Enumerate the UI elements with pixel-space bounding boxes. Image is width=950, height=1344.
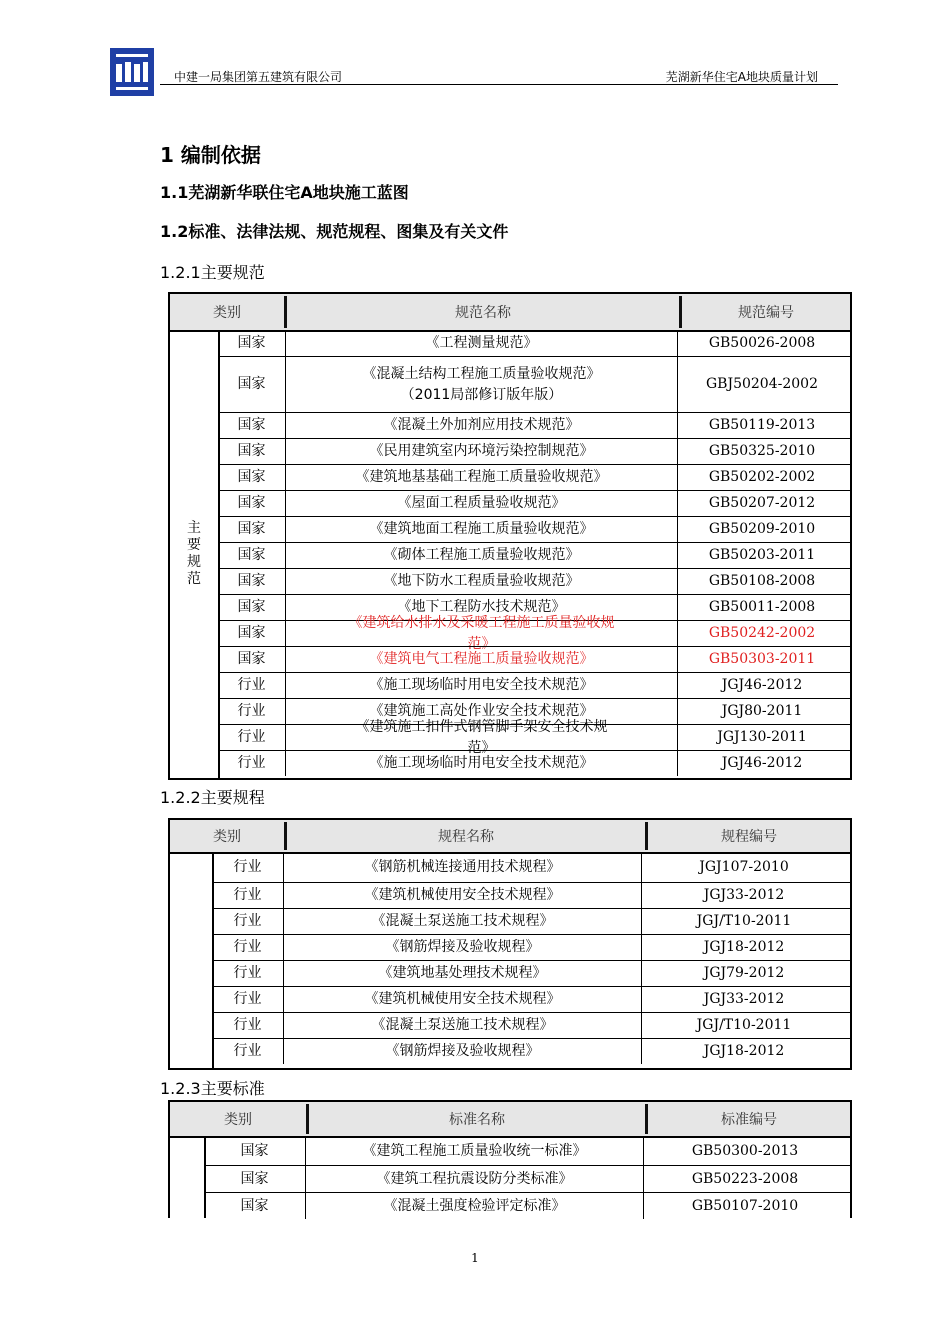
table-row bbox=[212, 1038, 850, 1064]
name-cell: 《建筑机械使用安全技术规程》 bbox=[284, 883, 642, 908]
category-cell: 行业 bbox=[212, 935, 284, 960]
code-cell: JGJ46-2012 bbox=[721, 755, 803, 771]
table-row bbox=[212, 908, 850, 934]
name-cell: 《混凝土外加剂应用技术规范》 bbox=[286, 413, 678, 438]
code-cell: GBJ50204-2002 bbox=[706, 376, 818, 392]
code-cell: JGJ18-2012 bbox=[703, 1043, 785, 1059]
name-cell: 《钢筋机械连接通用技术规程》 bbox=[284, 853, 642, 882]
table-row bbox=[218, 614, 850, 652]
code-cell: GB50119-2013 bbox=[708, 417, 816, 433]
name-cell: 《地下防水工程质量验收规范》 bbox=[286, 569, 678, 594]
table-row bbox=[218, 464, 850, 490]
code-cell: JGJ79-2012 bbox=[703, 965, 785, 981]
table-row bbox=[218, 490, 850, 516]
category-cell: 国家 bbox=[218, 621, 286, 646]
name-cell: 《工程测量规范》 bbox=[286, 331, 678, 356]
category-cell: 国家 bbox=[204, 1166, 306, 1192]
category-cell: 行业 bbox=[218, 751, 286, 776]
code-cell: GB50303-2011 bbox=[708, 651, 816, 667]
name-cell: 《建筑机械使用安全技术规程》 bbox=[284, 987, 642, 1012]
name-cell: 《建筑施工高处作业安全技术规范》 bbox=[286, 699, 678, 724]
table3-heading: 1.2.3主要标准 bbox=[160, 1079, 265, 1098]
category-cell: 行业 bbox=[212, 883, 284, 908]
code-cell: GB50108-2008 bbox=[708, 573, 816, 589]
name-cell: 《混凝土泵送施工技术规程》 bbox=[284, 909, 642, 934]
subsection-1-1: 1.1芜湖新华联住宅A地块施工蓝图 bbox=[160, 183, 409, 202]
header-category: 类别 bbox=[213, 305, 241, 321]
name-cell: 《建筑电气工程施工质量验收规范》 bbox=[286, 647, 678, 672]
header-code: 标准编号 bbox=[721, 1112, 777, 1128]
table-row bbox=[212, 1012, 850, 1038]
category-cell: 国家 bbox=[218, 647, 286, 672]
name-cell: 《建筑给水排水及采暖工程施工质量验收规范》 bbox=[286, 621, 678, 646]
code-cell: JGJ18-2012 bbox=[703, 939, 785, 955]
table-row bbox=[212, 934, 850, 960]
table-header-row bbox=[170, 294, 850, 332]
name-cell: 《建筑工程抗震设防分类标准》 bbox=[306, 1166, 644, 1192]
category-cell: 国家 bbox=[218, 491, 286, 516]
table-header-row bbox=[170, 1102, 850, 1138]
name-cell: 《建筑地基处理技术规程》 bbox=[284, 961, 642, 986]
name-cell: 《混凝土结构工程施工质量验收规范》（2011局部修订版年版） bbox=[286, 357, 678, 412]
table1-heading: 1.2.1主要规范 bbox=[160, 263, 265, 282]
table-row bbox=[212, 882, 850, 908]
table-row bbox=[218, 330, 850, 356]
header-name: 规程名称 bbox=[438, 829, 494, 845]
category-cell: 国家 bbox=[204, 1137, 306, 1165]
table-row bbox=[218, 718, 850, 756]
code-cell: JGJ107-2010 bbox=[699, 859, 789, 875]
header-name: 标准名称 bbox=[449, 1112, 505, 1128]
table2-heading: 1.2.2主要规程 bbox=[160, 788, 265, 807]
procedures-table bbox=[168, 818, 852, 1070]
category-cell: 行业 bbox=[218, 725, 286, 750]
table-row bbox=[218, 516, 850, 542]
table-header-row bbox=[170, 820, 850, 854]
category-cell: 行业 bbox=[212, 853, 284, 882]
table-row bbox=[218, 750, 850, 776]
code-cell: GB50325-2010 bbox=[708, 443, 816, 459]
category-cell: 国家 bbox=[218, 439, 286, 464]
name-cell: 《民用建筑室内环境污染控制规范》 bbox=[286, 439, 678, 464]
subsection-1-2: 1.2标准、法律法规、规范规程、图集及有关文件 bbox=[160, 222, 509, 241]
code-cell: GB50203-2011 bbox=[708, 547, 816, 563]
table-row bbox=[218, 438, 850, 464]
group-label: 主要规范 bbox=[187, 520, 201, 587]
page-header bbox=[110, 48, 838, 96]
group-column bbox=[170, 1136, 206, 1218]
category-cell: 国家 bbox=[218, 357, 286, 412]
table-row bbox=[218, 412, 850, 438]
name-cell: 《建筑地面工程施工质量验收规范》 bbox=[286, 517, 678, 542]
table-row bbox=[218, 542, 850, 568]
table-row bbox=[212, 852, 850, 882]
category-cell: 国家 bbox=[218, 569, 286, 594]
name-cell: 《地下工程防水技术规范》 bbox=[286, 595, 678, 620]
code-cell: GB50011-2008 bbox=[708, 599, 816, 615]
name-cell: 《砌体工程施工质量验收规范》 bbox=[286, 543, 678, 568]
name-cell: 《建筑施工扣件式钢管脚手架安全技术规范》 bbox=[286, 725, 678, 750]
category-cell: 国家 bbox=[218, 595, 286, 620]
category-cell: 行业 bbox=[212, 909, 284, 934]
code-cell: GB50107-2010 bbox=[691, 1197, 799, 1214]
code-cell: GB50209-2010 bbox=[708, 521, 816, 537]
cscec-logo bbox=[110, 48, 154, 96]
category-cell: 行业 bbox=[212, 1013, 284, 1038]
category-cell: 国家 bbox=[218, 331, 286, 356]
code-cell: GB50202-2002 bbox=[708, 469, 816, 485]
table-row bbox=[212, 960, 850, 986]
name-cell: 《建筑地基基础工程施工质量验收规范》 bbox=[286, 465, 678, 490]
name-cell: 《施工现场临时用电安全技术规范》 bbox=[286, 751, 678, 776]
category-cell: 行业 bbox=[212, 987, 284, 1012]
header-category: 类别 bbox=[213, 829, 241, 845]
table-row bbox=[218, 568, 850, 594]
code-cell: JGJ/T10-2011 bbox=[696, 1017, 792, 1033]
table-row bbox=[218, 646, 850, 672]
table-row bbox=[218, 672, 850, 698]
name-cell: 《混凝土强度检验评定标准》 bbox=[306, 1193, 644, 1219]
table-row bbox=[204, 1165, 850, 1192]
name-cell: 《钢筋焊接及验收规程》 bbox=[284, 935, 642, 960]
header-category: 类别 bbox=[224, 1112, 252, 1128]
category-cell: 行业 bbox=[218, 673, 286, 698]
section-title: 1 编制依据 bbox=[160, 143, 261, 167]
name-cell: 《混凝土泵送施工技术规程》 bbox=[284, 1013, 642, 1038]
code-cell: JGJ/T10-2011 bbox=[696, 913, 792, 929]
category-cell: 国家 bbox=[218, 517, 286, 542]
category-cell: 国家 bbox=[218, 465, 286, 490]
code-cell: JGJ46-2012 bbox=[721, 677, 803, 693]
code-cell: GB50207-2012 bbox=[708, 495, 816, 511]
code-cell: GB50223-2008 bbox=[691, 1170, 799, 1187]
header-code: 规程编号 bbox=[721, 829, 777, 845]
header-name: 规范名称 bbox=[455, 305, 511, 321]
company-name: 中建一局集团第五建筑有限公司 bbox=[174, 70, 343, 84]
table-row bbox=[204, 1136, 850, 1165]
code-cell: JGJ33-2012 bbox=[703, 991, 785, 1007]
standards-table bbox=[168, 1100, 852, 1218]
code-cell: GB50026-2008 bbox=[708, 335, 816, 351]
category-cell: 行业 bbox=[212, 961, 284, 986]
project-name: 芜湖新华住宅A地块质量计划 bbox=[665, 70, 818, 84]
name-cell: 《施工现场临时用电安全技术规范》 bbox=[286, 673, 678, 698]
category-cell: 国家 bbox=[218, 413, 286, 438]
specifications-table bbox=[168, 292, 852, 780]
name-cell: 《建筑工程施工质量验收统一标准》 bbox=[306, 1137, 644, 1165]
table-row bbox=[212, 986, 850, 1012]
code-cell: GB50300-2013 bbox=[691, 1142, 799, 1159]
category-cell: 国家 bbox=[204, 1193, 306, 1219]
code-cell: JGJ130-2011 bbox=[717, 729, 807, 745]
table-row bbox=[204, 1192, 850, 1219]
name-cell: 《钢筋焊接及验收规程》 bbox=[284, 1039, 642, 1064]
name-cell: 《屋面工程质量验收规范》 bbox=[286, 491, 678, 516]
category-cell: 行业 bbox=[218, 699, 286, 724]
code-cell: JGJ33-2012 bbox=[703, 887, 785, 903]
table-row bbox=[218, 356, 850, 412]
page-number: 1 bbox=[471, 1251, 479, 1265]
category-cell: 国家 bbox=[218, 543, 286, 568]
code-cell: JGJ80-2011 bbox=[721, 703, 803, 719]
header-code: 规范编号 bbox=[738, 305, 794, 321]
group-column bbox=[170, 330, 220, 778]
code-cell: GB50242-2002 bbox=[708, 625, 816, 641]
category-cell: 行业 bbox=[212, 1039, 284, 1064]
group-column bbox=[170, 852, 214, 1068]
